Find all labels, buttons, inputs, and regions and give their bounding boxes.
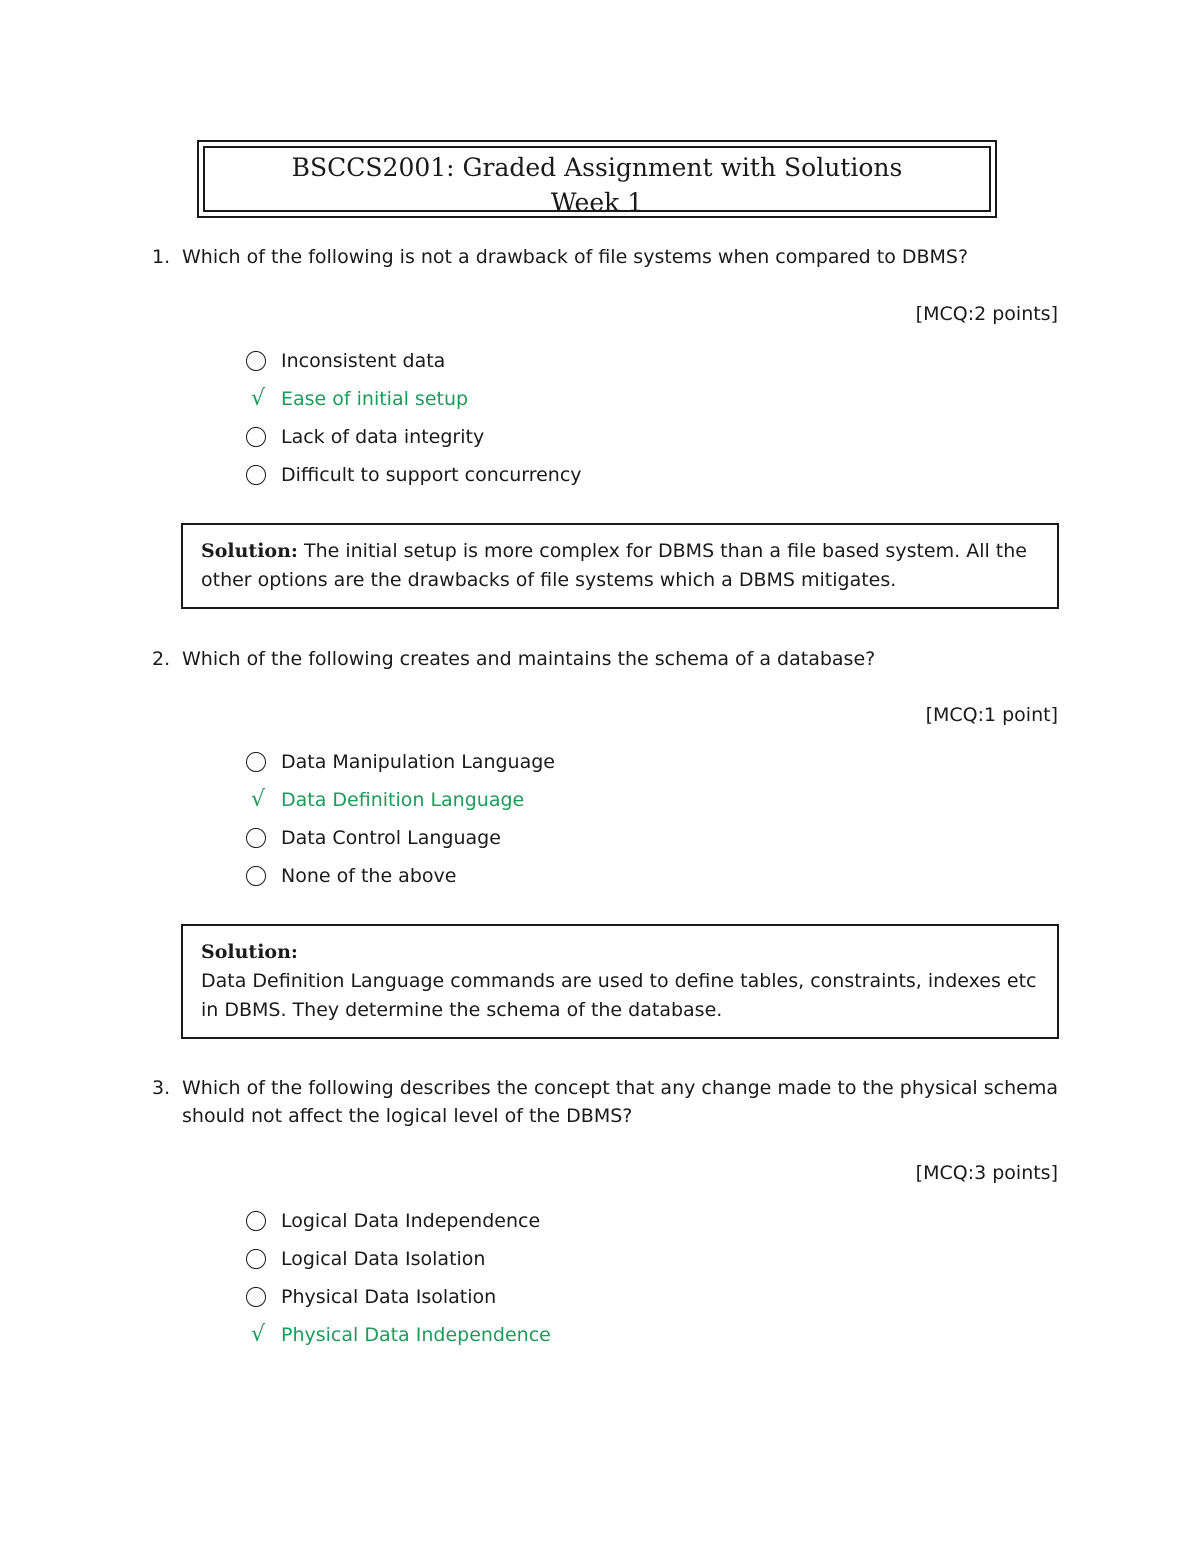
radio-circle-icon[interactable] — [246, 1287, 266, 1307]
radio-circle-icon[interactable] — [246, 752, 266, 772]
question-text: Which of the following creates and maintains the schema of a database? — [182, 648, 876, 670]
option-label: Difficult to support concurrency — [281, 464, 582, 486]
radio-circle-icon[interactable] — [246, 465, 266, 485]
page-title: BSCCS2001: Graded Assignment with Solutions — [291, 153, 903, 182]
option-label: Data Definition Language — [281, 789, 525, 811]
solution-heading: Solution: — [201, 941, 298, 963]
option-label: Data Control Language — [281, 827, 501, 849]
title-inner-frame — [203, 146, 991, 217]
radio-circle-icon[interactable] — [246, 1249, 266, 1269]
option-label: Logical Data Isolation — [281, 1248, 486, 1270]
option-label: Inconsistent data — [281, 350, 446, 372]
checkmark-icon: √ — [251, 1322, 266, 1347]
question-number: 1. — [152, 246, 171, 268]
solution-box-1 — [181, 523, 1059, 609]
radio-circle-icon[interactable] — [246, 866, 266, 886]
radio-circle-icon[interactable] — [246, 1211, 266, 1231]
solution-text: The initial setup is more complex for DBMS than a file based system. All the other options are the drawbacks of file systems which a DBMS mitigates. — [201, 540, 1027, 591]
radio-circle-icon[interactable] — [246, 828, 266, 848]
points-label: [MCQ:2 points] — [915, 303, 1058, 325]
title-box — [197, 140, 997, 218]
solution-heading: Solution: — [201, 540, 298, 562]
question-3 — [152, 1074, 1058, 1130]
option-label: Ease of initial setup — [281, 388, 469, 410]
page-subtitle: Week 1 — [550, 188, 644, 217]
solution-text: Data Definition Language commands are used to define tables, constraints, indexes etc in DBMS. They determine the schema of the database. — [201, 970, 1037, 1021]
question-text: Which of the following describes the concept that any change made to the physical schema should not affect the logical level of the DBMS? — [182, 1077, 1058, 1127]
points-label: [MCQ:3 points] — [915, 1162, 1058, 1184]
radio-circle-icon[interactable] — [246, 427, 266, 447]
radio-circle-icon[interactable] — [246, 351, 266, 371]
option-label: None of the above — [281, 865, 457, 887]
question-2 — [152, 645, 1058, 673]
question-1 — [152, 243, 1058, 271]
option-label: Logical Data Independence — [281, 1210, 541, 1232]
option-label: Physical Data Isolation — [281, 1286, 497, 1308]
checkmark-icon: √ — [251, 787, 266, 812]
points-label: [MCQ:1 point] — [925, 704, 1058, 726]
option-label: Physical Data Independence — [281, 1324, 551, 1346]
option-label: Data Manipulation Language — [281, 751, 555, 773]
question-number: 3. — [152, 1077, 171, 1099]
checkmark-icon: √ — [251, 386, 266, 411]
question-number: 2. — [152, 648, 171, 670]
option-label: Lack of data integrity — [281, 426, 485, 448]
question-text: Which of the following is not a drawback of file systems when compared to DBMS? — [182, 246, 969, 268]
solution-box-2 — [181, 924, 1059, 1039]
